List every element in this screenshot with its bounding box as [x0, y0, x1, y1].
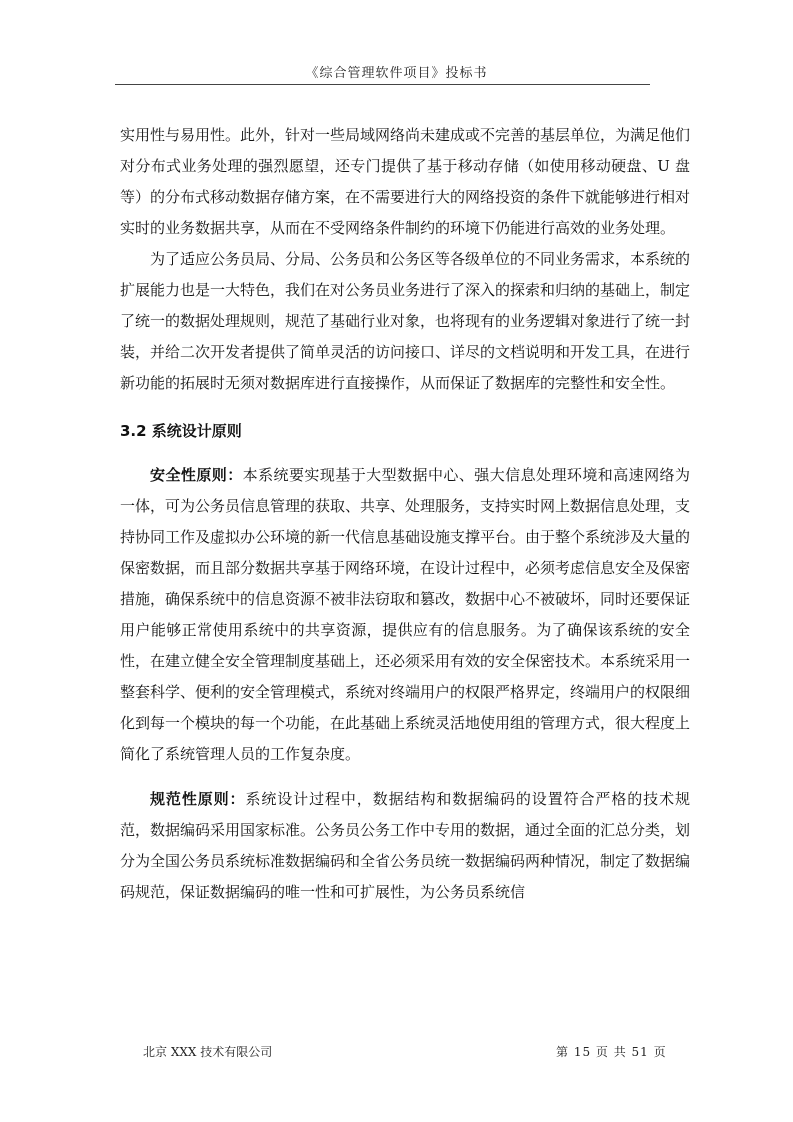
paragraph-normative-principle — [120, 784, 690, 908]
security-principle-lead: 安全性原则： — [150, 466, 243, 484]
paragraph-extensibility: 为了适应公务员局、分局、公务员和公务区等各级单位的不同业务需求，本系统的扩展能力也是一大特色，我们在对公务员业务进行了深入的探索和归纳的基础上，制定了统一的数据处理规则，规范了基础行业对象，也将现有的业务逻辑对象进行了统一封装，并给二次开发者提供了简单灵活的访问接口、详尽的文档说明和开发工具，在进行新功能的拓展时无须对数据库进行直接操作，从而保证了数据库的完整性和安全性。 — [120, 250, 691, 392]
paragraph-usability-continued: 实用性与易用性。此外，针对一些局域网络尚未建成或不完善的基层单位，为满足他们对分布式业务处理的强烈愿望，还专门提供了基于移动存储（如使用移动硬盘、U 盘等）的分布式移动数据存储方案，在不需要进行大的网络投资的条件下就能够进行相对实时的业务数据共享，从而在不受网络条件制约的环境下仍能进行高效的业务处理。 — [120, 126, 691, 237]
footer-company-name: 北京 XXX 技术有限公司 — [143, 1045, 273, 1059]
document-body — [120, 120, 690, 908]
normative-principle-lead: 规范性原则： — [150, 790, 246, 808]
normative-principle-text: 系统设计过程中，数据结构和数据编码的设置符合严格的技术规范，数据编码采用国家标准。公务员公务工作中专用的数据，通过全面的汇总分类，划分为全国公务员系统标准数据编码和全省公务员统一数据编码两种情况，制定了数据编码规范，保证数据编码的唯一性和可扩展性，为公务员系统信 — [120, 790, 691, 901]
section-heading-design-principles: 3.2 系统设计原则 — [120, 422, 242, 440]
document-header-title: 《综合管理软件项目》投标书 — [305, 66, 488, 81]
paragraph-security-principle — [120, 460, 690, 770]
paragraph-spacer — [120, 770, 690, 784]
footer-page-number: 第 15 页 共 51 页 — [556, 1045, 667, 1059]
security-principle-text: 本系统要实现基于大型数据中心、强大信息处理环境和高速网络为一体，可为公务员信息管理的获取、共享、处理服务，支持实时网上数据信息处理，支持协同工作及虚拟办公环境的新一代信息基础设施支撑平台。由于整个系统涉及大量的保密数据，而且部分数据共享基于网络环境，在设计过程中，必须考虑信息安全及保密措施，确保系统中的信息资源不被非法窃取和篡改，数据中心不被破坏，同时还要保证用户能够正常使用系统中的共享资源，提供应有的信息服务。为了确保该系统的安全性，在建立健全安全管理制度基础上，还必须采用有效的安全保密技术。本系统采用一整套科学、便利的安全管理模式，系统对终端用户的权限严格界定，终端用户的权限细化到每一个模块的每一个功能，在此基础上系统灵活地使用组的管理方式，很大程度上简化了系统管理人员的工作复杂度。 — [120, 466, 691, 763]
header-divider — [115, 84, 650, 85]
